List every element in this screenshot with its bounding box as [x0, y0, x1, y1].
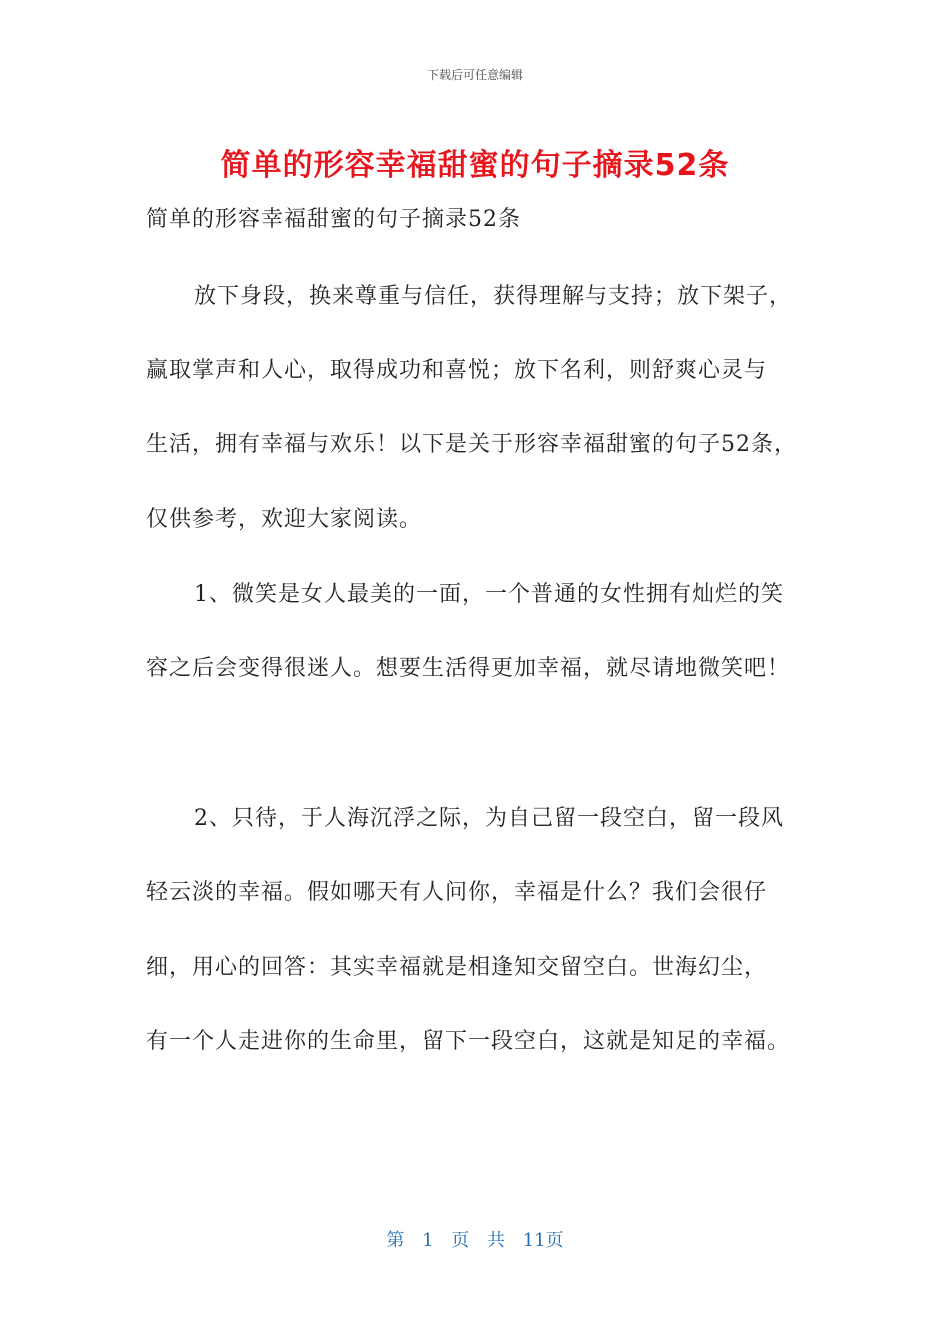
paragraph-line: 容之后会变得很迷人。想要生活得更加幸福，就尽请地微笑吧！: [146, 656, 791, 681]
paragraph-line: 细，用心的回答：其实幸福就是相逢知交留空白。世海幻尘，: [146, 955, 768, 980]
footer-page-prefix: 第: [386, 1230, 405, 1251]
paragraph-line: 放下身段，换来尊重与信任，获得理解与支持；放下架子，: [194, 284, 793, 309]
paragraph-line: 有一个人走进你的生命里，留下一段空白，这就是知足的幸福。: [146, 1029, 791, 1054]
page-footer: [0, 1226, 950, 1252]
footer-total-pages: 11页: [522, 1230, 564, 1251]
paragraph-line: 轻云淡的幸福。假如哪天有人问你，幸福是什么？我们会很仔: [146, 880, 768, 905]
header-note: 下载后可任意编辑: [426, 68, 523, 82]
footer-total-prefix: 共: [487, 1230, 505, 1251]
footer-page-word: 页: [451, 1230, 470, 1251]
paragraph-line: 仅供参考，欢迎大家阅读。: [146, 507, 423, 532]
paragraph-line: 2、只待，于人海沉浮之际，为自己留一段空白，留一段风: [194, 806, 784, 831]
paragraph-line: 生活，拥有幸福与欢乐！以下是关于形容幸福甜蜜的句子52条，: [146, 432, 797, 457]
footer-current-page: 1: [422, 1230, 434, 1251]
paragraph-line: 赢取掌声和人心，取得成功和喜悦；放下名利，则舒爽心灵与: [146, 358, 768, 383]
document-title: 简单的形容幸福甜蜜的句子摘录52条: [220, 148, 730, 183]
subtitle-line: 简单的形容幸福甜蜜的句子摘录52条: [146, 207, 521, 232]
paragraph-line: 1、微笑是女人最美的一面，一个普通的女性拥有灿烂的笑: [194, 582, 784, 607]
